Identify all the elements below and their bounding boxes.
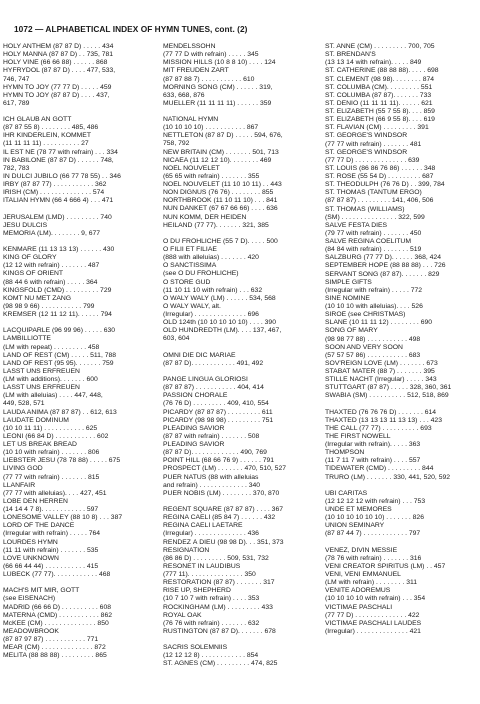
index-entry: LOURDES HYMN (3, 538, 58, 546)
index-entry: NON DIGNUS (76 76) . . . . . . . . 855 (163, 189, 274, 197)
index-entry: (79 77 with refrain) . . . . . . . 450 (325, 229, 422, 237)
index-entry: (98 98 77 88) . . . . . . . . . . . 498 (325, 335, 421, 343)
index-entry: MEADOWBROOK (3, 627, 59, 635)
index-entry: (Irregular) . . . . . . . . . . . . . . 436 (163, 530, 259, 538)
index-entry: SONG OF MARY (325, 327, 378, 335)
section-gap (163, 368, 314, 376)
index-entry: 758, 792 (163, 140, 190, 148)
index-entry: O WALY WALY (LM) . . . . . . 534, 568 (163, 294, 276, 302)
index-entry: KREMSER (12 11 12 11). . . . . . 794 (3, 311, 112, 319)
index-entry: RESTORATION (87 87) . . . . . . . 317 (163, 579, 275, 587)
index-entry: (84 84 with refrain) . . . . . . . 519 (325, 246, 422, 254)
index-entry: RESIGNATION (163, 546, 210, 554)
index-entry: (76 76 with refrain) . . . . . . . 632 (163, 619, 260, 627)
index-entry: ST. DENIO (11 11 11 11). . . . . . 621 (325, 99, 433, 107)
index-entry: KENMARE (11 13 13 13) . . . . . . 430 (3, 246, 115, 254)
index-entry: THE FIRST NOWELL (325, 432, 391, 440)
index-entry: (see O DU FRÖHLICHE) (163, 270, 239, 278)
index-entry: ST. ELIZABETH (66 9 55 8). . . . 619 (325, 116, 435, 124)
index-entry: STILLE NACHT (Irregular) . . . . . 343 (325, 376, 437, 384)
index-entry: OLD HUNDREDTH (LM). . . . 137, 467, (163, 327, 282, 335)
index-entry: SACRIS SOLEMNIIS (163, 644, 228, 652)
index-entry: ST. ANNE (CM) . . . . . . . . . 700, 705 (325, 43, 435, 50)
index-entry: (78 76 with refrain) . . . . . . . 316 (325, 554, 422, 562)
index-entry: KINGSFOLD (CMD) . . . . . . . . . 729 (3, 286, 112, 294)
index-entry: NORTHBROOK (11 10 11 10) . . . 841 (163, 197, 278, 205)
index-entry: IN BABILONE (87 87 D) . . . . . . 748, (3, 156, 114, 164)
index-entry: THOMPSON (325, 449, 365, 457)
index-entry: ST. GEORGE'S WINDSOR (325, 148, 408, 156)
index-entry: VENEZ, DIVIN MESSIE (325, 546, 398, 554)
section-gap (3, 238, 154, 246)
index-entry: UNDE ET MEMORES (325, 506, 392, 514)
index-entry: POINT HILL (68 66 76 9) . . . . . . 791 (163, 457, 275, 465)
index-entry: ST. THEODULPH (76 76 D) . . 399, 784 (325, 181, 445, 189)
index-entry: (86 86 D) . . . . . . . . . 509, 531, 732 (163, 554, 269, 562)
index-entry: UNION SEMINARY (325, 522, 385, 530)
index-entry: ICH GLAUB AN GOTT (3, 116, 72, 124)
index-entry: KING OF GLORY (3, 254, 57, 262)
index-entry: LAUDATE DOMINUM (3, 416, 69, 424)
index-entry: (Irregular with refrain) . . . . . 772 (325, 286, 423, 294)
section-gap (3, 579, 154, 587)
index-entry: and refrain) . . . . . . . . . . . . . 340 (163, 481, 261, 489)
index-entry: RISE UP, SHEPHERD (163, 587, 231, 595)
index-entry: PANGE LINGUA GLORIOSI (163, 376, 248, 384)
index-entry: HEILAND (77 77). . . . . . . 321, 385 (163, 221, 269, 229)
index-entry: 633, 668, 876 (163, 91, 205, 99)
index-entry: (Irregular) . . . . . . . . . . . . . . 421 (325, 627, 421, 635)
index-entry: (10 10 10 with alleluias). . . . 526 (325, 303, 423, 310)
index-entry: MEMORIA (LM). . . . . . . . 9, 677 (3, 229, 101, 237)
index-entry: (10 10 11 11) . . . . . . . . . . . 625 (3, 424, 98, 432)
index-entry: (LM with alleluias) . . . . 447, 448, (3, 392, 103, 400)
index-entry: NUN DANKET (67 67 66 66) . . . . 636 (163, 205, 278, 213)
index-entry: NATIONAL HYMN (163, 116, 219, 124)
index-entry: McKEE (CM) . . . . . . . . . . . . . . 850 (3, 619, 109, 627)
index-entry: (77 77 D with refrain) . . . . . 345 (163, 51, 259, 59)
index-entry: LEONI (66 84 D) . . . . . . . . . . . 602 (3, 432, 109, 440)
index-entry: LAMBILLIOTTE (3, 335, 51, 343)
index-entry: (777 11). . . . . . . . . . . . . . . 350 (163, 571, 256, 579)
index-entry: (11 11 with refrain) . . . . . . . 535 (3, 546, 99, 554)
index-entry: (76 76 D) . . . . . . . . . 409, 410, 554 (163, 400, 269, 408)
index-entry: (88 44 6 with refrain) . . . . . 364 (3, 278, 98, 286)
index-entry: OLD 124th (10 10 10 10 10) . . . . 390 (163, 319, 276, 327)
index-entry: IRISH (CM) . . . . . . . . . . . . . . 574 (3, 189, 105, 197)
index-entry: O FILII ET FILIAE (163, 246, 217, 254)
index-entry: LASST UNS ERFREUEN (3, 384, 80, 392)
index-entry: NOËL NOUVELET (163, 164, 220, 172)
index-entry: OMNI DIE DIC MARIAE (163, 351, 236, 359)
section-gap (163, 108, 314, 116)
index-entry: (87 87 with refrain) . . . . . . . 508 (163, 432, 260, 440)
index-entry: HOLY ANTHEM (87 87 D) . . . . . 434 (3, 43, 114, 50)
index-entry: (65 65 with refrain) . . . . . . . 355 (163, 172, 260, 180)
index-entry: ST. CATHERINE (88 88 88). . . . . 698 (325, 67, 439, 75)
index-entry: (SM) . . . . . . . . . . . . . . . 322, 599 (325, 213, 425, 221)
index-entry: KINGS OF ORIENT (3, 270, 64, 278)
index-entry: LAND OF REST (CM) . . . . . 511, 788 (3, 351, 117, 359)
index-entry: UBI CARITAS (325, 489, 368, 497)
index-entry: VENI, VENI EMMANUEL (325, 571, 401, 579)
index-entry: ST. AGNES (CM) . . . . . . . . . 474, 825 (163, 660, 278, 668)
index-entry: (77 77 with alleluias). . . . 427, 451 (3, 489, 107, 497)
index-entry: SALVE REGINA COELITUM (325, 238, 411, 245)
index-entry: HYMN TO JOY (87 87 D) . . . . 437, (3, 91, 110, 99)
index-entry: VENI CREATOR SPIRITUS (LM) . . 457 (325, 562, 446, 570)
index-entry: PLEADING SAVIOR (163, 424, 225, 432)
index-entry: NOËL NOUVELET (11 10 10 11) . . 443 (163, 181, 282, 189)
index-entry: (12 12 12 8) . . . . . . . . . . . . 854 (163, 652, 259, 660)
index-entry: KOMT NU MET ZANG (3, 294, 72, 302)
index-entry: SOON AND VERY SOON (325, 343, 403, 351)
index-entry: (87 87 87) . . . . . . . . . 141, 406, 506 (325, 197, 434, 205)
index-entry: REGENT SQUARE (87 87 87) . . . . 367 (163, 506, 284, 514)
index-entry: ST. BRENDAN'S (325, 51, 376, 59)
index-entry: LONESOME VALLEY (88 10 8) . . . 387 (3, 514, 123, 522)
index-entry: (87 87 87) . . . . . . . . . . . 404, 414 (163, 384, 264, 392)
index-entry: (11 7 11 7 with refrain) . . . . 557 (325, 457, 421, 465)
index-entry: O SANCTISSIMA (163, 262, 217, 270)
index-entry: LAND OF REST (95 95). . . . . . . 759 (3, 359, 114, 367)
index-entry: PLEADING SAVIOR (163, 441, 225, 449)
index-entry: (888 with alleluias) . . . . . . . 420 (163, 254, 259, 262)
index-entry: REGINA CAELI (85 84 7) . . . . . . 432 (163, 514, 276, 522)
index-entry: ITALIAN HYMN (66 4 666 4) . . . 471 (3, 197, 114, 205)
section-gap (3, 108, 154, 116)
index-entry: (87 87 D). . . . . . . . . . . . . 490, 769 (163, 449, 267, 457)
index-entry: LORD OF THE DANCE (3, 522, 75, 530)
index-entry: VICTIMAE PASCHALI LAUDES (325, 619, 422, 627)
index-entry: (13 13 14 with refrain). . . . . 849 (325, 59, 422, 67)
index-entry: (12 12 with refrain) . . . . . . . 487 (3, 262, 100, 270)
index-entry: MATERNA (CMD) . . . . . . . . . . . 862 (3, 611, 113, 619)
index-entry: SERVANT SONG (87 87). . . . . . . 829 (325, 270, 440, 278)
index-entry: NICAEA (11 12 12 10). . . . . . . . 469 (163, 156, 272, 164)
index-entry: MUELLER (11 11 11 11) . . . . . . 359 (163, 99, 272, 107)
index-entry: IRBY (87 87 77) . . . . . . . . . . . 362 (3, 181, 107, 189)
index-entry: MEAR (CM) . . . . . . . . . . . . . . 872 (3, 644, 106, 652)
index-entry: (LM with additions). . . . . . . 600 (3, 376, 98, 384)
index-entry: HOLY MANNA (87 87 D) . . 735, 781 (3, 51, 114, 59)
index-entry: (77 77 D) . . . . . . . . . . . . . . 639 (325, 156, 420, 164)
index-entry: (Irregular) . . . . . . . . . . . . . . 696 (163, 311, 259, 319)
index-entry: ST. ROSE (55 54 D) . . . . . . . . . 687 (325, 173, 434, 180)
section-gap (163, 498, 314, 506)
index-entry: ST. LOUIS (86 86 76 86) . . . . . . 348 (325, 164, 436, 172)
index-entry: REGINA CAELI LAETARE (163, 522, 243, 530)
index-entry: TRURO (LM) . . . . . . . 330, 441, 520, 592 (325, 473, 451, 481)
index-entry: (10 10 10 10 10 10) . . . . . . . 826 (325, 514, 424, 522)
index-entry: (10 10 10 10 with refrain) . . . 354 (325, 595, 426, 603)
index-entry: THAXTED (76 76 76 D) . . . . . . . 614 (325, 408, 437, 416)
index-entry: 449, 528, 571 (3, 400, 45, 408)
section-gap (3, 205, 154, 213)
index-entry: (10 10 with refrain) . . . . . . . 806 (3, 449, 100, 457)
index-entry: SALZBURG (77 77 D). . . . . . 368, 424 (325, 254, 441, 262)
index-entry: NUN KOMM, DER HEIDEN (163, 213, 247, 221)
index-entry: IL EST NÉ (78 77 with refrain) . . . 334 (3, 148, 118, 156)
index-entry: (12 12 12 12 with refrain) . . . 753 (325, 497, 426, 505)
index-entry: PICARDY (87 87 87) . . . . . . . . . 611 (163, 408, 273, 416)
index-entry: MACH'S MIT MIR, GOTT (3, 587, 80, 595)
index-entry: 782, 783 (3, 164, 30, 172)
index-entry: SEPTEMBER HOPE (88 88 88) . . . 726 (325, 262, 446, 270)
index-entry: MADRID (66 66 D) . . . . . . . . . . 608 (3, 603, 112, 611)
index-entry: LIEBSTER JESU (78 78 88) . . . . . 675 (3, 457, 121, 465)
index-entry: ROYAL OAK (163, 611, 202, 619)
index-entry: (87 87 44 7) . . . . . . . . . . . . 797 (325, 530, 421, 538)
index-entry: (LM with repeat) . . . . . . . . . 458 (3, 343, 100, 351)
index-entry: LET US BREAK BREAD (3, 441, 77, 449)
page-header: 1072 — ALPHABETICAL INDEX OF HYMN TUNES, cont. (2) (14, 24, 248, 34)
index-entry: ST. THOMAS (WILLIAMS) (325, 205, 405, 213)
index-entry: SIMPLE GIFTS (325, 278, 372, 286)
index-entry: LAUDA ANIMA (87 87 87) . . 612, 613 (3, 408, 117, 416)
index-entry: LÜBECK (77 77). . . . . . . . . . . . 468 (3, 571, 111, 579)
index-entry: ST. COLUMBA (CM). . . . . . . . . 551 (325, 83, 433, 91)
index-entry: (87 87 55 8) . . . . . . . . 485, 486 (3, 124, 99, 132)
index-entry: STABAT MATER (88 7) . . . . . . . 395 (325, 368, 435, 375)
index-entry: PICARDY (98 98 98) . . . . . . . . . 751 (163, 416, 274, 424)
section-gap (3, 319, 154, 327)
index-column-1 (3, 43, 154, 660)
index-entry: HYFRYDOL (87 87 D) . . . . 477, 533, (3, 67, 116, 75)
index-entry: LOVE UNKNOWN (3, 554, 59, 562)
index-entry: RESONET IN LAUDIBUS (163, 562, 241, 570)
index-entry: SOV'REIGN LOVE (LM) . . . . . . . 673 (325, 359, 438, 367)
index-entry: (87 87 D). . . . . . . . . . . . 491, 492 (163, 359, 264, 367)
index-entry: RUSTINGTON (87 87 D). . . . . . . 678 (163, 627, 276, 635)
index-entry: (87 87 88 7) . . . . . . . . . . . 610 (163, 75, 255, 83)
index-entry: (11 10 11 10 with refrain) . . . 632 (163, 286, 263, 294)
section-gap (325, 482, 476, 490)
index-entry: 603, 604 (163, 335, 190, 343)
index-column-3 (325, 43, 476, 636)
index-entry: ST. GEORGE'S WINDSOR (325, 132, 408, 140)
index-entry: (see EISENACH) (3, 595, 56, 603)
index-entry: MISSION HILLS (10 8 8 10) . . . . 124 (163, 59, 276, 67)
index-entry: JESU DULCIS (3, 221, 48, 229)
section-gap (325, 539, 476, 547)
index-entry: ST. FLAVIAN (CM) . . . . . . . . . 391 (325, 124, 429, 132)
section-gap (163, 636, 314, 644)
index-column-2 (163, 43, 314, 669)
index-entry: O DU FRÖHLICHE (55 7 D). . . . . 500 (163, 237, 278, 245)
index-entry: VENITE ADOREMUS (325, 587, 391, 595)
index-entry: (10 10 10 10) . . . . . . . . . . . 867 (163, 124, 259, 132)
index-entry: SLANE (10 11 11 12) . . . . . . . . 690 (325, 319, 433, 327)
index-entry: SWABIA (SM) . . . . . . . . . . 512, 518, 869 (325, 392, 449, 400)
index-entry: MORNING SONG (CM) . . . . . . 319, (163, 83, 273, 91)
index-entry: LLANFAIR (3, 481, 36, 489)
index-entry: THAXTED (13 13 13 11 13 13) . . . 423 (325, 416, 442, 424)
index-entry: (77 77 with refrain) . . . . . . . 815 (3, 473, 100, 481)
index-entry: VICTIMAE PASCHALI (325, 603, 393, 611)
index-entry: LACQUIPARLE (96 99 96) . . . . . 630 (3, 327, 116, 335)
index-entry: PASSION CHORALE (163, 392, 228, 400)
index-entry: JERUSALEM (LMD) . . . . . . . . . 740 (3, 213, 112, 221)
section-gap (325, 401, 476, 409)
index-entry: MIT FREUDEN ZART (163, 67, 229, 75)
index-entry: ROCKINGHAM (LM) . . . . . . . . . 433 (163, 603, 273, 611)
index-entry: (10 7 10 7 with refrain) . . . . 353 (163, 595, 260, 603)
index-entry: NEW BRITAIN (CM) . . . . . . . 501, 713 (163, 148, 279, 156)
index-entry: LIVING GOD (3, 465, 43, 473)
index-entry: (LM with refrain) . . . . . . . . 311 (325, 579, 418, 587)
index-entry: (98 98 9 66) . . . . . . . . . . . 799 (3, 302, 95, 310)
index-entry: ST. CLEMENT (98 98). . . . . . . . 874 (325, 75, 435, 83)
index-entry: PUER NATUS (88 with alleluias (163, 473, 259, 481)
index-entry: LOBE DEN HERREN (3, 497, 68, 505)
index-entry: SALVE FESTA DIES (325, 221, 388, 229)
index-entry: (87 87 97 87) . . . . . . . . . . . 771 (3, 636, 99, 644)
index-entry: HYMN TO JOY (77 77 D) . . . . . 459 (3, 83, 112, 91)
section-gap (163, 230, 314, 238)
index-entry: 617, 789 (3, 99, 30, 107)
section-gap (163, 344, 314, 352)
index-entry: STUTTGART (87 87) . . . . . 328, 360, 361 (325, 384, 452, 392)
index-entry: PUER NOBIS (LM) . . . . . . . . 370, 870 (163, 489, 280, 497)
index-entry: ST. COLUMBA (87 87). . . . . . . 733 (325, 91, 432, 99)
index-entry: SINE NOMINE (325, 294, 370, 302)
index-entry: (Irregular with refrain) . . . . . 764 (3, 530, 101, 538)
index-entry: RENDEZ À DIEU (98 98 D). . . 351, 373 (163, 538, 284, 546)
index-entry: SIROË (see CHRISTMAS) (325, 311, 406, 319)
index-entry: IN DULCI JUBILO (66 77 78 55) . . 346 (3, 172, 121, 180)
index-entry: PROSPECT (LM) . . . . . . . 470, 510, 527 (163, 465, 287, 473)
index-entry: MENDELSSOHN (163, 43, 216, 50)
index-entry: (77 77 with refrain) . . . . . . . 481 (325, 140, 422, 148)
index-entry: O WALY WALY, alt. (163, 302, 221, 310)
index-entry: NETTLETON (87 87 D) . . . . . 594, 676, (163, 132, 283, 140)
index-entry: ST. THOMAS (TANTUM ERGO) (325, 189, 422, 197)
index-entry: (57 57 57 86) . . . . . . . . . . . 683 (325, 351, 421, 359)
index-entry: IHR KINDERLEIN, KOMMET (3, 132, 91, 140)
index-entry: (77 77 D) . . . . . . . . . . . . . . 422 (325, 611, 420, 619)
index-entry: TIDEWATER (CMD) . . . . . . . . . 844 (325, 465, 434, 473)
index-entry: LASST UNS ERFREUEN (3, 367, 80, 375)
index-entry: ST. ELIZABETH (55 7 55 8). . . . 859 (325, 108, 435, 115)
index-entry: (14 14 4 7 8). . . . . . . . . . . . 597 (3, 506, 99, 514)
index-entry: HOLY VINE (66 66 88) . . . . . . 868 (3, 59, 108, 67)
index-entry: O STORE GUD (163, 278, 211, 286)
index-entry: (11 11 11 11) . . . . . . . . . . 27 (3, 140, 89, 148)
index-entry: (66 66 44 44) . . . . . . . . . . . 415 (3, 562, 99, 570)
index-entry: (Irregular with refrain). . . . . 363 (325, 441, 421, 449)
index-entry: THE CALL (77 77) . . . . . . . . . . 693 (325, 424, 432, 432)
index-entry: 746, 747 (3, 75, 30, 83)
index-entry: MELITA (88 88 88) . . . . . . . . . 865 (3, 652, 107, 660)
